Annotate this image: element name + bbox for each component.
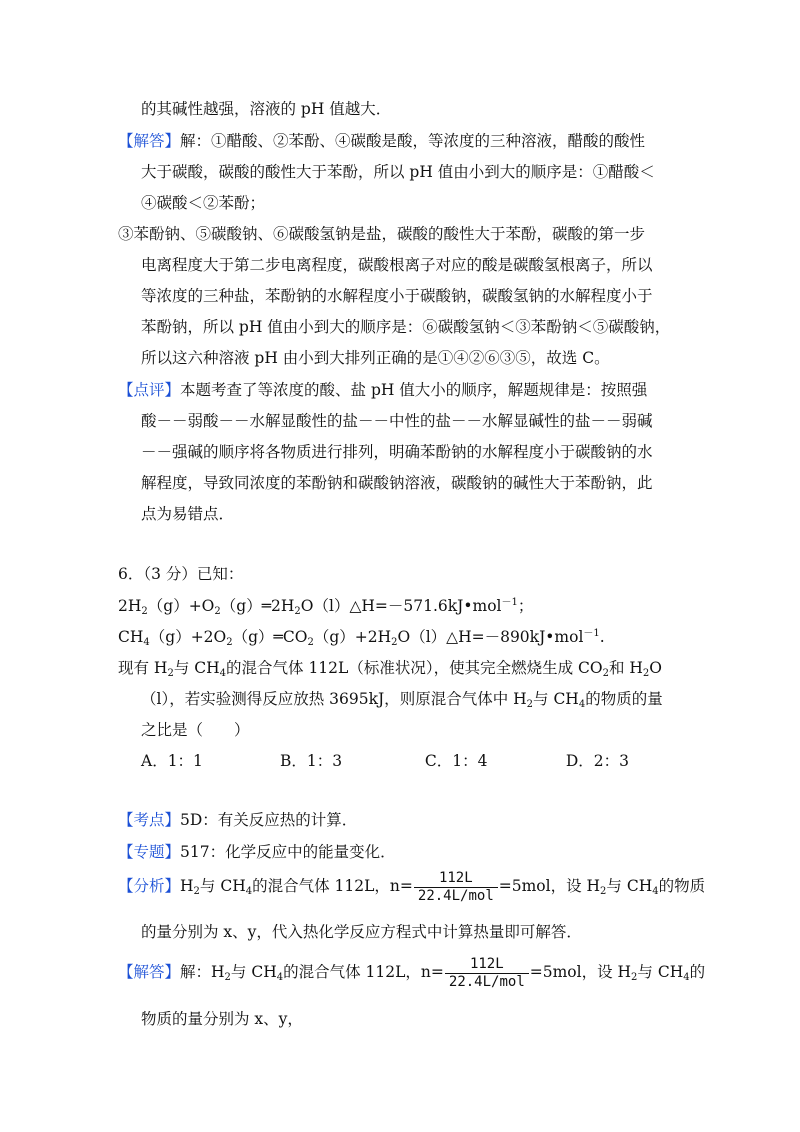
section-tag-jieda: 【解答】 [118,963,181,981]
section-tag-jieda: 【解答】 [118,132,181,150]
text-line: 的量分别为 x、y，代入热化学反应方程式中计算热量即可解答． [141,923,582,941]
fraction: $\frac{112L}{\text{22.4L/mol}}$ [445,956,529,991]
question-stem: 现有 $H_2$与 $CH_4$的混合气体 112L（标准状况），使其完全燃烧生成 $CO_2$和 $H_2O$ [118,659,662,679]
kaodian-section: 【考点】5D：有关反应热的计算． [118,811,358,829]
text-line: 酸－－弱酸－－水解显酸性的盐－－中性的盐－－水解显碱性的盐－－弱碱 [141,412,653,430]
question-stem: 之比是（ ） [141,721,250,739]
text-line: 等浓度的三种盐，苯酚钠的水解程度小于碳酸钠，碳酸氢钠的水解程度小于 [141,287,653,305]
answer-section [118,131,645,151]
text-line: －－强碱的顺序将各物质进行排列，明确苯酚钠的水解程度小于碳酸钠的水 [141,443,653,461]
comment-section [118,380,647,400]
option-a[interactable]: A．1：1 [141,752,203,770]
answer-options [141,751,629,771]
text-line: 点为易错点． [141,505,235,523]
equation-1: $2H_2(g)+O_2(g)═2H_2O(l)\triangle H=-571.6kJ•mol^{-1}$； [118,597,534,617]
section-tag-dianping: 【点评】 [118,381,181,399]
text-line: 解程度，导致同浓度的苯酚钠和碳酸钠溶液，碳酸钠的碱性大于苯酚钠，此 [141,474,653,492]
zhuanti-section: 【专题】517：化学反应中的能量变化． [118,843,396,861]
equation-2: $CH_4(g)+2O_2(g)═CO_2(g)+2H_2O(l)\triangle H=-890kJ•mol^{-1}$. [118,628,605,648]
text-line: 的其碱性越强，溶液的 pH 值越大． [141,100,392,118]
text-line: 大于碳酸，碳酸的酸性大于苯酚，所以 pH 值由小到大的顺序是：①醋酸＜ [141,163,655,181]
option-b[interactable]: B．1：3 [279,752,343,770]
fenxi-section: 【分析】$H_2$与 $CH_4$的混合气体 112L，n= $\frac{112L}{\text{22.4L/mol}}$ =5mol，设 $H_2$与 $CH_4$的物质 [118,869,706,904]
text-line: ③苯酚钠、⑤碳酸钠、⑥碳酸氢钠是盐，碳酸的酸性大于苯酚，碳酸的第一步 [118,225,646,243]
option-d[interactable]: D．2：3 [565,752,629,770]
jieda-section: 【解答】解：$H_2$与 $CH_4$的混合气体 112L，n= $\frac{112L}{\text{22.4L/mol}}$ =5mol，设 $H_2$与 $CH_4$的 [118,955,706,990]
option-c[interactable]: C．1：4 [424,752,488,770]
question-stem: （l），若实验测得反应放热 3695kJ，则原混合气体中 $H_2$与 $CH_4$的物质的量 [141,690,663,710]
question-header: 6．（3 分）已知： [118,565,244,583]
text-line: ④碳酸＜②苯酚； [141,194,266,212]
text-line: 物质的量分别为 x、y， [141,1010,303,1028]
text-line: 解：①醋酸、②苯酚、④碳酸是酸，等浓度的三种溶液，醋酸的酸性 [180,132,646,150]
section-tag-zhuanti: 【专题】 [118,843,181,861]
section-tag-fenxi: 【分析】 [118,877,181,895]
section-tag-kaodian: 【考点】 [118,811,181,829]
text-line: 本题考查了等浓度的酸、盐 pH 值大小的顺序，解题规律是：按照强 [180,381,648,399]
text-line: 苯酚钠，所以 pH 值由小到大的顺序是：⑥碳酸氢钠＜③苯酚钠＜⑤碳酸钠， [141,318,671,336]
fraction: $\frac{112L}{\text{22.4L/mol}}$ [414,870,498,905]
text-line: 电离程度大于第二步电离程度，碳酸根离子对应的酸是碳酸氢根离子，所以 [141,256,653,274]
text-line: 所以这六种溶液 pH 由小到大排列正确的是①④②⑥③⑤，故选 C。 [141,349,610,367]
